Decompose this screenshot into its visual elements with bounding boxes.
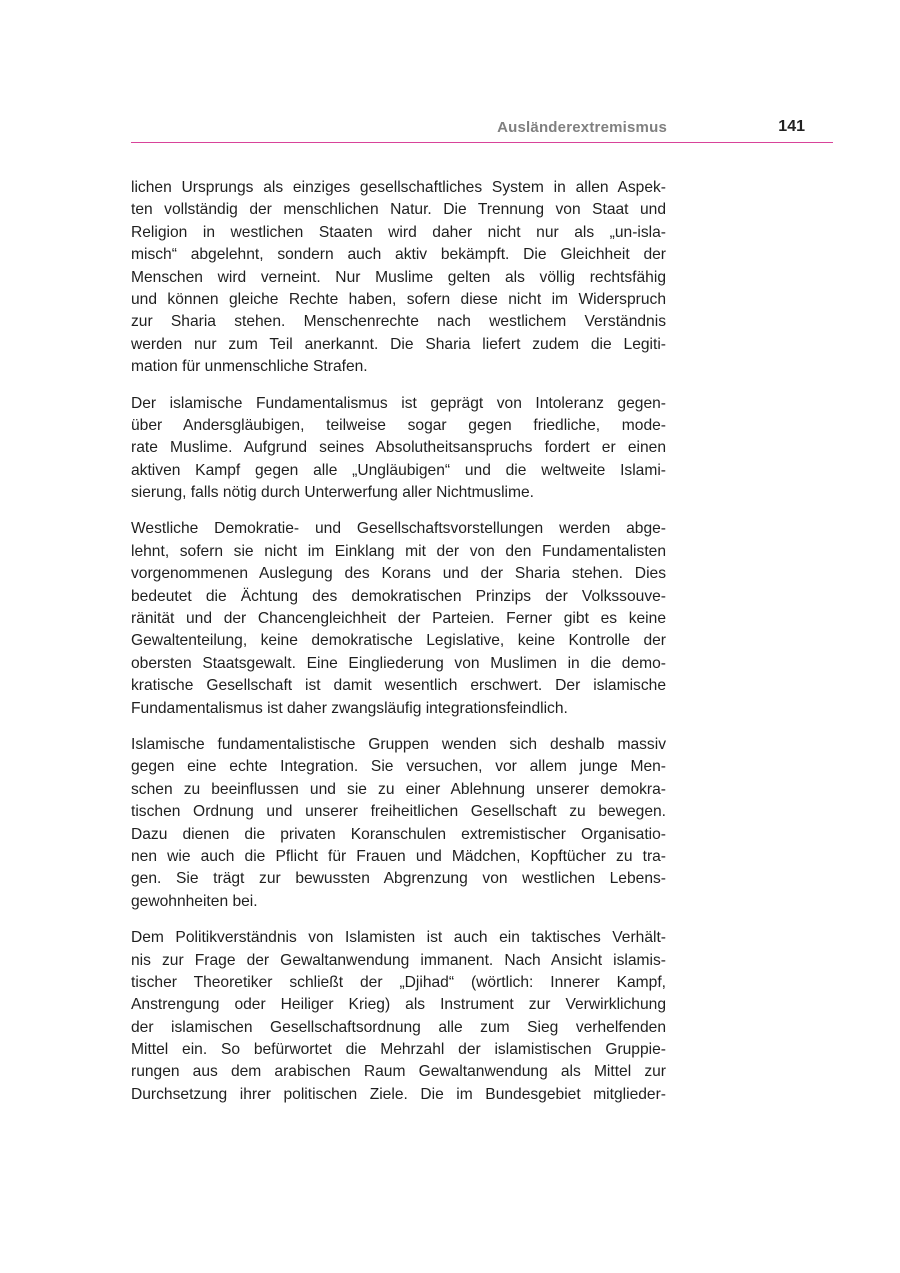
- text-line: Mittel ein. So befürwortet die Mehrzahl der islamistischen Gruppie-: [131, 1041, 666, 1059]
- text-line: bedeutet die Ächtung des demokratischen Prinzips der Volkssouve-: [131, 587, 666, 605]
- text-line: gewohnheiten bei.: [131, 892, 258, 910]
- text-line: Westliche Demokratie- und Gesellschaftsvorstellungen werden abge-: [131, 520, 666, 538]
- text-line: misch“ abgelehnt, sondern auch aktiv bekämpft. Die Gleichheit der: [131, 246, 666, 264]
- text-line: lichen Ursprungs als einziges gesellschaftliches System in allen Aspek-: [131, 179, 666, 196]
- text-line: Fundamentalismus ist daher zwangsläufig integrationsfeindlich.: [131, 699, 568, 717]
- text-line: Menschen wird verneint. Nur Muslime gelten als völlig rechtsfähig: [131, 268, 666, 286]
- text-line: gen. Sie trägt zur bewussten Abgrenzung von westlichen Lebens-: [131, 870, 666, 888]
- paragraph-2: [131, 393, 666, 505]
- text-line: zur Sharia stehen. Menschenrechte nach westlichem Verständnis: [131, 313, 666, 331]
- paragraph-1: [131, 177, 666, 379]
- paragraph-3: [131, 518, 666, 720]
- text-line: werden nur zum Teil anerkannt. Die Sharia liefert zudem die Legiti-: [131, 335, 666, 353]
- text-line: mation für unmenschliche Strafen.: [131, 358, 368, 376]
- text-line: aktiven Kampf gegen alle „Ungläubigen“ und die weltweite Islami-: [131, 461, 666, 479]
- paragraph-4: [131, 734, 666, 913]
- text-line: Dem Politikverständnis von Islamisten ist auch ein taktisches Verhält-: [131, 929, 666, 947]
- section-title: Ausländerextremismus: [497, 119, 667, 136]
- text-line: Religion in westlichen Staaten wird daher nicht nur als „un-isla-: [131, 223, 666, 241]
- text-line: rungen aus dem arabischen Raum Gewaltanwendung als Mittel zur: [131, 1063, 666, 1081]
- text-line: Gewaltenteilung, keine demokratische Legislative, keine Kontrolle der: [131, 632, 666, 650]
- text-line: sierung, falls nötig durch Unterwerfung aller Nichtmuslime.: [131, 484, 535, 502]
- text-line: schen zu beeinflussen und sie zu einer Ablehnung unserer demokra-: [131, 780, 666, 798]
- text-line: obersten Staatsgewalt. Eine Eingliederung von Muslimen in die demo-: [131, 654, 666, 672]
- page-number: 141: [778, 118, 805, 135]
- text-line: gegen eine echte Integration. Sie versuchen, vor allem junge Men-: [131, 758, 666, 776]
- text-line: kratische Gesellschaft ist damit wesentlich erschwert. Der islamische: [131, 677, 666, 695]
- body-text: [131, 177, 666, 1120]
- text-line: tischer Theoretiker schließt der „Djihad“ (wörtlich: Innerer Kampf,: [131, 973, 666, 991]
- text-line: der islamischen Gesellschaftsordnung alle zum Sieg verhelfenden: [131, 1018, 666, 1036]
- text-line: nen wie auch die Pflicht für Frauen und Mädchen, Kopftücher zu tra-: [131, 847, 666, 865]
- text-line: und können gleiche Rechte haben, sofern diese nicht im Widerspruch: [131, 290, 666, 308]
- text-line: lehnt, sofern sie nicht im Einklang mit der von den Fundamentalisten: [131, 542, 666, 560]
- text-line: Durchsetzung ihrer politischen Ziele. Die im Bundesgebiet mitglieder-: [131, 1085, 666, 1103]
- running-header: [131, 116, 833, 143]
- text-line: Der islamische Fundamentalismus ist geprägt von Intoleranz gegen-: [131, 394, 666, 412]
- text-line: Dazu dienen die privaten Koranschulen extremistischer Organisatio-: [131, 825, 666, 843]
- text-line: Islamische fundamentalistische Gruppen wenden sich deshalb massiv: [131, 735, 666, 753]
- text-line: ränität und der Chancengleichheit der Parteien. Ferner gibt es keine: [131, 610, 666, 628]
- text-line: Anstrengung oder Heiliger Krieg) als Instrument zur Verwirklichung: [131, 996, 666, 1014]
- text-line: über Andersgläubigen, teilweise sogar gegen friedliche, mode-: [131, 416, 666, 434]
- text-line: nis zur Frage der Gewaltanwendung immanent. Nach Ansicht islamis-: [131, 951, 666, 969]
- paragraph-5: [131, 927, 666, 1106]
- text-line: tischen Ordnung und unserer freiheitlichen Gesellschaft zu bewegen.: [131, 803, 666, 821]
- text-line: rate Muslime. Aufgrund seines Absolutheitsanspruchs fordert er einen: [131, 439, 666, 457]
- text-line: ten vollständig der menschlichen Natur. Die Trennung von Staat und: [131, 201, 666, 219]
- text-line: vorgenommenen Auslegung des Korans und der Sharia stehen. Dies: [131, 565, 666, 583]
